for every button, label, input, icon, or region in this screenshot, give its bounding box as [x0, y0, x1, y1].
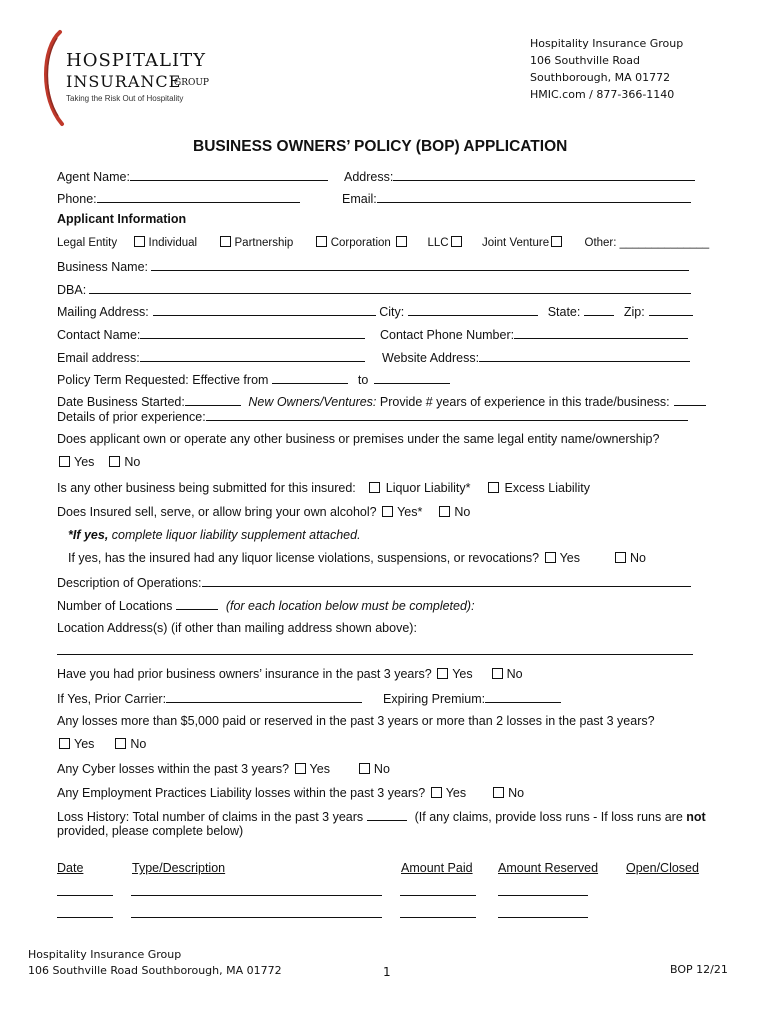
zip-input[interactable]: [649, 304, 693, 316]
prior-bop-yes-checkbox[interactable]: [437, 668, 448, 679]
no-label: No: [124, 455, 141, 469]
joint-venture-checkbox[interactable]: [551, 236, 562, 247]
policy-term-to-label: to: [357, 373, 369, 387]
email-label: Email:: [342, 192, 377, 206]
agent-name-field[interactable]: [57, 169, 328, 184]
loss-date-input[interactable]: [57, 884, 113, 896]
contact-name-label: Contact Name:: [57, 328, 141, 342]
epl-row: [57, 786, 524, 800]
cyber-no-label: No: [373, 762, 390, 776]
legal-entity-label: Legal Entity: [57, 237, 118, 249]
cyber-yes-checkbox[interactable]: [295, 763, 306, 774]
epl-question: Any Employment Practices Liability losses within the past 3 years?: [57, 786, 426, 800]
excess-liability-label: Excess Liability: [504, 481, 590, 495]
violations-yes-label: Yes: [559, 551, 580, 565]
city-label: City:: [379, 305, 405, 319]
epl-yes-checkbox[interactable]: [431, 787, 442, 798]
alcohol-question: Does Insured sell, serve, or allow bring your own alcohol?: [57, 505, 377, 519]
mailing-address-label: Mailing Address:: [57, 305, 149, 319]
violations-row: [68, 551, 646, 565]
partnership-checkbox[interactable]: [220, 236, 231, 247]
liquor-liability-checkbox[interactable]: [369, 482, 380, 493]
epl-yes-label: Yes: [445, 786, 467, 800]
individual-checkbox[interactable]: [134, 236, 145, 247]
epl-no-checkbox[interactable]: [493, 787, 504, 798]
header-address: [530, 35, 683, 103]
prior-carrier-label: If Yes, Prior Carrier:: [57, 692, 167, 706]
effective-to-input[interactable]: [374, 372, 450, 384]
alcohol-yes-checkbox[interactable]: [382, 506, 393, 517]
loss-reserved-input[interactable]: [498, 884, 588, 896]
loss-table-header-type: Type/Description: [132, 861, 226, 875]
location-addresses-label: Location Address(s) (if other than mailing address shown above):: [57, 621, 417, 635]
effective-from-input[interactable]: [272, 372, 348, 384]
prior-bop-yes-label: Yes: [452, 667, 473, 681]
individual-label: Individual: [148, 237, 198, 249]
other-submitted-question: Is any other business being submitted for this insured:: [57, 481, 356, 495]
agent-address-field[interactable]: [344, 169, 695, 184]
llc-label: LLC: [427, 237, 449, 249]
header-contact: HMIC.com / 877-366-1140: [530, 88, 675, 101]
email-field[interactable]: [342, 191, 691, 206]
loss-paid-input[interactable]: [400, 884, 476, 896]
violations-yes-checkbox[interactable]: [545, 552, 556, 563]
other-business-question: Does applicant own or operate any other business or premises under the same legal entity name/ownership?: [57, 432, 660, 446]
losses-yes-label: Yes: [74, 737, 95, 751]
prior-bop-question: Have you had prior business owners’ insurance in the past 3 years?: [57, 667, 432, 681]
logo-tagline: Taking the Risk Out of Hospitality: [66, 94, 184, 103]
losses-no-checkbox[interactable]: [115, 738, 126, 749]
liquor-supplement-note: [68, 528, 361, 542]
loss-table-header-status: Open/Closed: [626, 861, 699, 875]
expiring-premium-label: Expiring Premium:: [383, 692, 486, 706]
business-name-field[interactable]: [57, 259, 689, 274]
mailing-address-row: [57, 304, 693, 319]
legal-entity-row: [57, 236, 709, 249]
company-logo: [40, 28, 220, 128]
policy-term-label: Policy Term Requested: Effective from: [57, 373, 269, 387]
contact-phone-label: Contact Phone Number:: [380, 328, 515, 342]
email-address-field[interactable]: [57, 350, 365, 365]
agent-address-label: Address:: [344, 170, 394, 184]
contact-name-field[interactable]: [57, 327, 365, 342]
losses-question: Any losses more than $5,000 paid or reserved in the past 3 years or more than 2 losses in the past 3 years?: [57, 714, 655, 728]
mailing-address-input[interactable]: [153, 304, 376, 316]
loss-table-header-date: Date: [57, 861, 84, 875]
description-operations-label: Description of Operations:: [57, 576, 202, 590]
cyber-no-checkbox[interactable]: [359, 763, 370, 774]
prior-experience-field[interactable]: [57, 409, 688, 424]
logo-line2b: GROUP: [174, 78, 209, 88]
yes-label: Yes: [74, 455, 95, 469]
other-business-yes-checkbox[interactable]: [59, 456, 70, 467]
loss-history-line2: provided, please complete below): [57, 824, 244, 838]
header-city: Southborough, MA 01772: [530, 71, 671, 84]
header-company: Hospitality Insurance Group: [530, 37, 684, 50]
epl-no-label: No: [508, 786, 525, 800]
loss-reserved-input[interactable]: [498, 906, 588, 918]
loss-type-input[interactable]: [131, 906, 382, 918]
phone-field[interactable]: [57, 191, 300, 206]
violations-no-checkbox[interactable]: [615, 552, 626, 563]
loss-history-label: Loss History: Total number of claims in the past 3 years: [57, 810, 364, 824]
form-id: BOP 12/21: [670, 963, 728, 976]
dba-field[interactable]: [57, 282, 691, 297]
years-experience-label: Provide # years of experience in this trade/business:: [379, 395, 670, 409]
num-locations-label: Number of Locations: [57, 599, 173, 613]
excess-liability-checkbox[interactable]: [488, 482, 499, 493]
violations-no-label: No: [629, 551, 646, 565]
other-business-no-checkbox[interactable]: [109, 456, 120, 467]
contact-phone-field[interactable]: [380, 327, 688, 342]
policy-term-row: [57, 372, 450, 387]
corporation-label: Corporation: [330, 237, 391, 249]
cyber-question: Any Cyber losses within the past 3 years?: [57, 762, 290, 776]
prior-bop-row: [57, 667, 523, 681]
prior-bop-no-label: No: [506, 667, 523, 681]
if-yes-bold: *If yes,: [68, 528, 109, 542]
footer-company: Hospitality Insurance Group: [28, 948, 182, 961]
losses-answer: [57, 737, 146, 751]
page-title: BUSINESS OWNERS’ POLICY (BOP) APPLICATION: [193, 138, 568, 155]
zip-label: Zip:: [623, 305, 645, 319]
agent-name-label: Agent Name:: [57, 170, 130, 184]
alcohol-no-label: No: [454, 505, 471, 519]
description-operations-field[interactable]: [57, 575, 691, 590]
loss-history-line1: [57, 809, 706, 824]
logo-line2: INSURANCE: [66, 72, 182, 91]
header-street: 106 Southville Road: [530, 54, 641, 67]
locations-row: [57, 598, 475, 613]
phone-label: Phone:: [57, 192, 97, 206]
date-started-input[interactable]: [185, 394, 241, 406]
violations-question: If yes, has the insured had any liquor license violations, suspensions, or revocations?: [68, 551, 540, 565]
cyber-yes-label: Yes: [309, 762, 330, 776]
dba-label: DBA:: [57, 283, 87, 297]
alcohol-no-checkbox[interactable]: [439, 506, 450, 517]
location-addresses-input[interactable]: [57, 643, 693, 658]
loss-runs-not: not: [686, 810, 706, 824]
footer-address: [28, 947, 282, 979]
claims-count-input[interactable]: [367, 809, 407, 821]
llc-checkbox[interactable]: [451, 236, 462, 247]
page-number: 1: [383, 965, 391, 979]
footer-street: 106 Southville Road Southborough, MA 01772: [28, 964, 282, 977]
num-locations-input[interactable]: [176, 598, 218, 610]
corporation-checkbox[interactable]: [316, 236, 327, 247]
expiring-premium-field[interactable]: [383, 691, 561, 706]
liquor-liability-label: Liquor Liability*: [385, 481, 471, 495]
losses-no-label: No: [130, 737, 147, 751]
each-location-note: (for each location below must be completed):: [225, 599, 475, 613]
partnership-label: Partnership: [234, 237, 294, 249]
website-field[interactable]: [382, 350, 690, 365]
corporation-extra-checkbox[interactable]: [396, 236, 407, 247]
loss-paid-input[interactable]: [400, 906, 476, 918]
state-label: State:: [547, 305, 581, 319]
loss-date-input[interactable]: [57, 906, 113, 918]
website-label: Website Address:: [382, 351, 480, 365]
logo-line1: HOSPITALITY: [66, 50, 206, 71]
cyber-row: [57, 762, 390, 776]
date-started-label: Date Business Started:: [57, 395, 185, 409]
alcohol-row: [57, 505, 470, 519]
losses-yes-checkbox[interactable]: [59, 738, 70, 749]
loss-type-input[interactable]: [131, 884, 382, 896]
date-started-row: [57, 394, 706, 409]
applicant-info-heading: Applicant Information: [57, 212, 187, 226]
prior-experience-label: Details of prior experience:: [57, 410, 206, 424]
loss-table-header-reserved: Amount Reserved: [498, 861, 599, 875]
state-input[interactable]: [584, 304, 614, 316]
years-experience-input[interactable]: [674, 394, 706, 406]
email-address-label: Email address:: [57, 351, 140, 365]
other-submitted-row: [57, 481, 590, 495]
prior-bop-no-checkbox[interactable]: [492, 668, 503, 679]
city-input[interactable]: [408, 304, 538, 316]
prior-carrier-field[interactable]: [57, 691, 362, 706]
joint-venture-label: Joint Venture: [481, 237, 550, 249]
if-yes-rest: complete liquor liability supplement attached.: [111, 528, 361, 542]
alcohol-yes-label: Yes*: [397, 505, 423, 519]
new-owners-label: New Owners/Ventures:: [248, 395, 377, 409]
other-business-answer: [57, 455, 140, 469]
loss-table-header-paid: Amount Paid: [401, 861, 473, 875]
business-name-label: Business Name:: [57, 260, 149, 274]
loss-runs-note: (If any claims, provide loss runs - If loss runs are: [414, 810, 683, 824]
other-entity-field[interactable]: Other: ______________: [584, 237, 710, 249]
